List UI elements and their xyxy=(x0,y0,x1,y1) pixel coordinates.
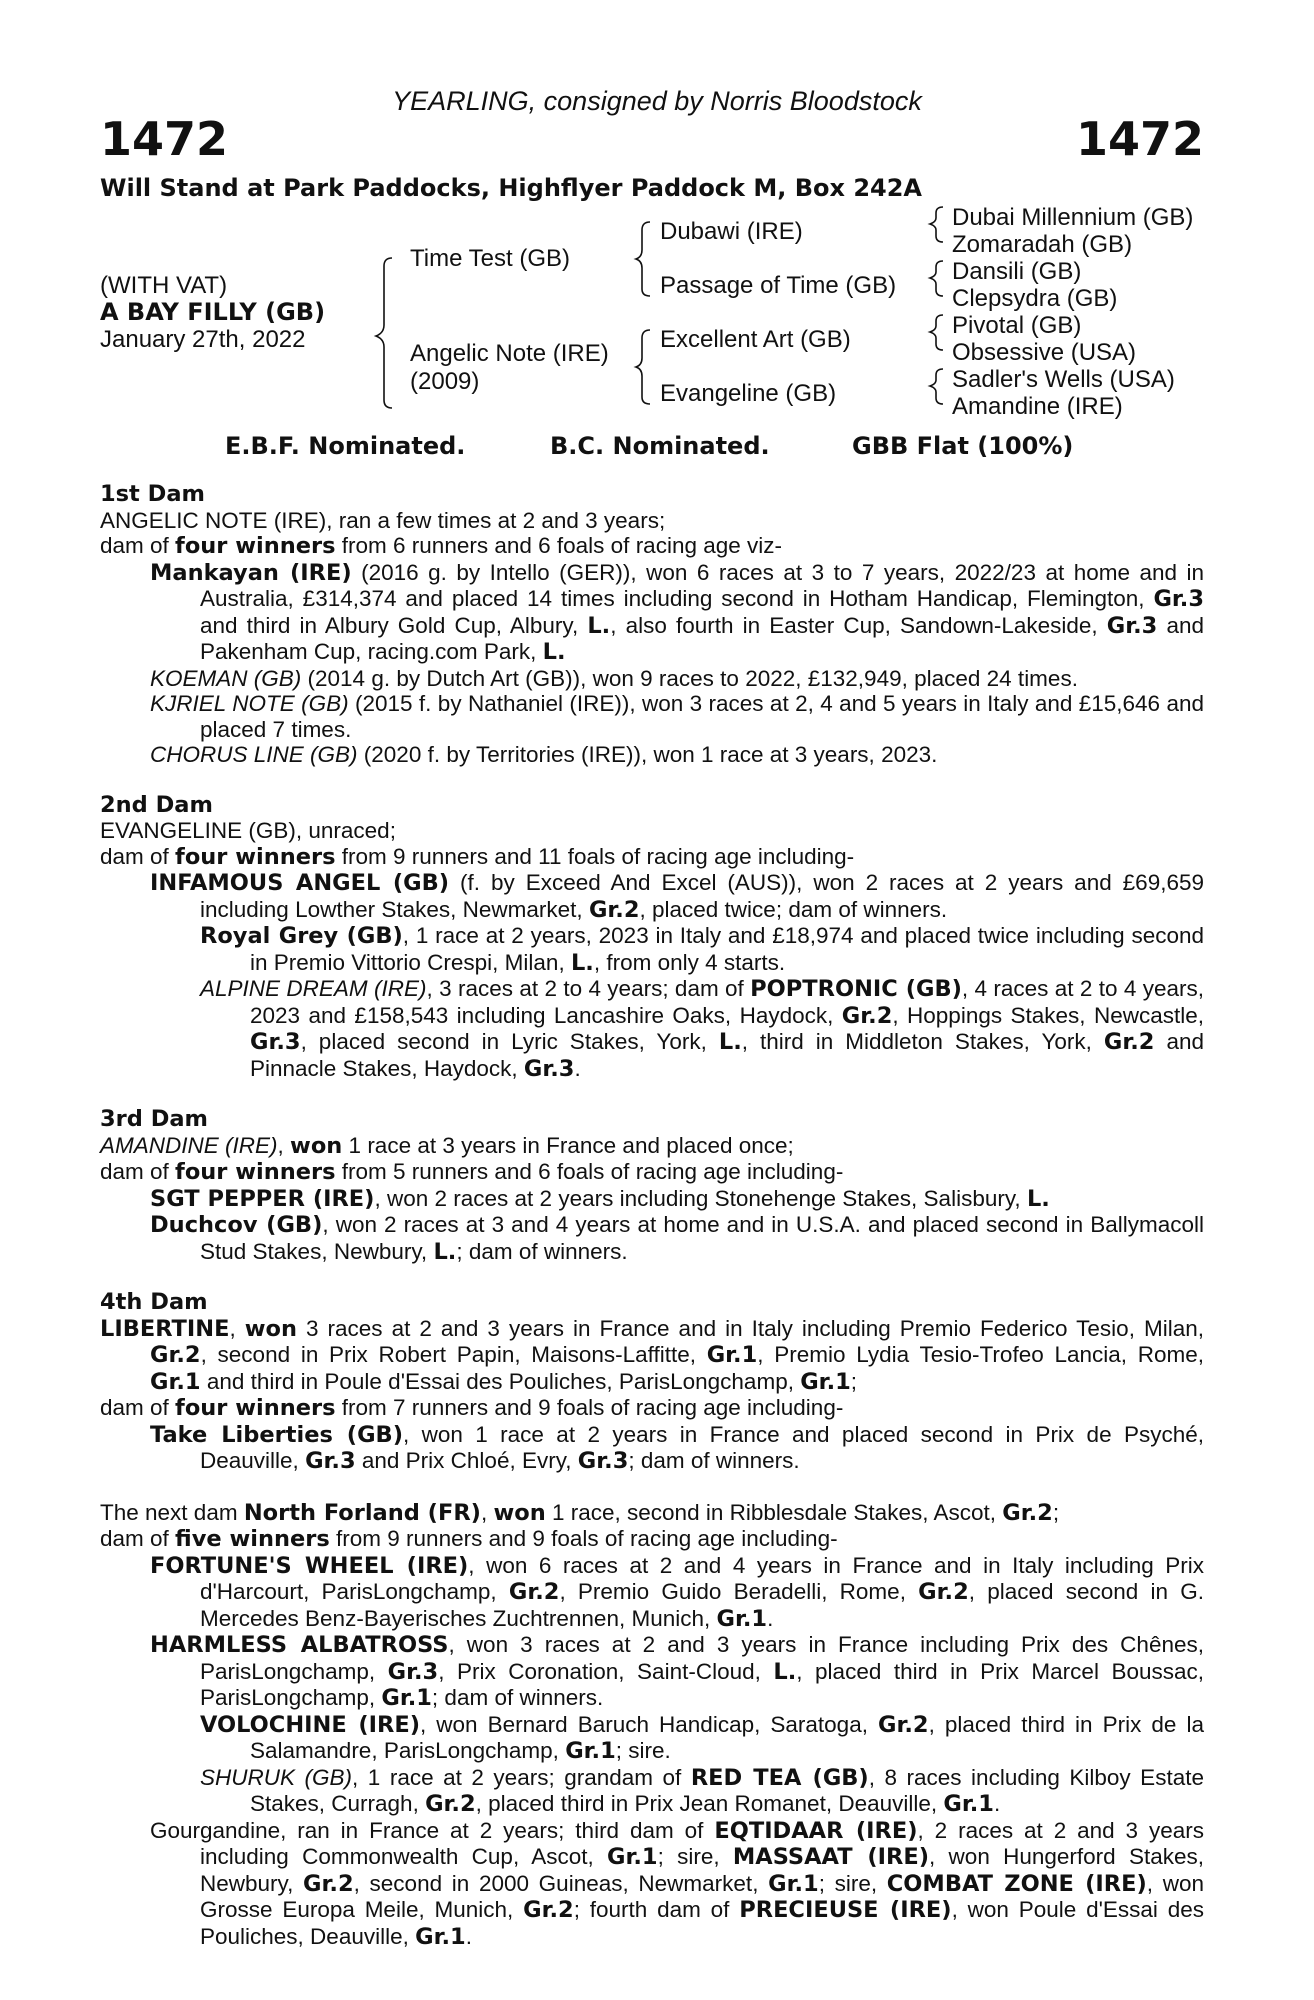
text: ; xyxy=(850,1368,858,1394)
text: ; sire, xyxy=(818,1870,887,1896)
text: , second in Prix Robert Papin, Maisons-Laffitte, xyxy=(200,1342,707,1367)
text: (2015 f. by Nathaniel (IRE)), won 3 races at 2, 4 and 5 years in Italy and £15,646 and placed 7 times. xyxy=(200,691,1204,742)
bracket-main xyxy=(376,258,392,408)
ancestor-g1: Dubai Millennium (GB) xyxy=(952,204,1194,231)
text: ; sire. xyxy=(615,1738,671,1763)
bold-text: Gr.3 xyxy=(577,1448,629,1474)
second-dam-heading: 2nd Dam xyxy=(100,791,213,818)
horse-dob: January 27th, 2022 xyxy=(100,326,306,353)
fourth-dam-heading: 4th Dam xyxy=(100,1289,208,1315)
text: , xyxy=(480,1499,494,1525)
text: and Prix Chloé, Evry, xyxy=(355,1448,578,1473)
bold-text: Gr.3 xyxy=(305,1448,356,1474)
italic-text: KOEMAN (GB) xyxy=(150,665,302,691)
bold-text: L. xyxy=(587,612,611,639)
text: , 2 races at 2 and 3 years including Commonwealth Cup, Ascot, xyxy=(200,1817,1204,1869)
text: , 1 race at 2 years; grandam of xyxy=(352,1764,691,1790)
second-dam-section xyxy=(100,793,1204,1083)
bold-text: Gr.2 xyxy=(1002,1499,1053,1526)
text: (f. by Exceed And Excel (AUS)), won 2 races at 2 years and £69,659 including Lowther Stakes, Newmarket, xyxy=(200,870,1205,922)
bold-text: LIBERTINE xyxy=(100,1315,230,1342)
produce-entry xyxy=(150,1212,1204,1265)
produce-entry xyxy=(150,742,1204,768)
bracket-sire xyxy=(636,222,650,296)
second-dam-produce-summary xyxy=(100,844,1204,871)
bold-text: EQTIDAAR (IRE) xyxy=(714,1817,918,1844)
next-dam-produce-list xyxy=(100,1553,1204,1951)
text: , placed third in Prix de la Salamandre, ParisLongchamp, xyxy=(250,1711,1204,1763)
text: , 8 races including Kilboy Estate Stakes, Curragh, xyxy=(250,1764,1204,1816)
bold-text: Gr.1 xyxy=(943,1791,994,1817)
bold-text: Duchcov (GB) xyxy=(150,1212,323,1238)
pedigree-brackets xyxy=(0,0,1314,440)
produce-entry xyxy=(200,1712,1204,1765)
text: , 3 races at 2 to 4 years; dam of xyxy=(426,976,751,1001)
ancestor-g4: Clepsydra (GB) xyxy=(952,285,1118,312)
text: , won 2 races at 3 and 4 years at home and in U.S.A. and placed second in Ballymacoll Stud Stakes, Newbury, xyxy=(200,1212,1204,1264)
bold-text: Gr.2 xyxy=(588,896,640,923)
bold-text: COMBAT ZONE (IRE) xyxy=(886,1870,1147,1897)
bold-text: L. xyxy=(1026,1185,1050,1212)
second-dam-description: EVANGELINE (GB), unraced; xyxy=(100,818,396,843)
text: , won 6 races at 2 and 4 years in France and in Italy including Prix d'Harcourt, ParisLongchamp, xyxy=(200,1552,1204,1604)
bold-text: PRECIEUSE (IRE) xyxy=(739,1897,952,1923)
bold-text: North Forland (FR) xyxy=(243,1499,481,1526)
bold-text: Gr.3 xyxy=(1106,612,1158,639)
text: (2020 f. by Territories (IRE)), won 1 race at 3 years, 2023. xyxy=(357,742,938,767)
bold-text: Gr.1 xyxy=(706,1342,758,1368)
gbb-flat: GBB Flat (100%) xyxy=(852,432,1074,460)
second-dam-produce-list xyxy=(100,870,1204,1082)
first-dam-heading: 1st Dam xyxy=(100,481,205,507)
bc-nominated: B.C. Nominated. xyxy=(550,432,770,460)
text: 3 races at 2 and 3 years in France and in Italy including Premio Federico Tesio, Milan, xyxy=(297,1315,1204,1341)
produce-entry xyxy=(150,666,1204,692)
text: , second in 2000 Guineas, Newmarket, xyxy=(353,1870,769,1896)
bold-text: SGT PEPPER (IRE) xyxy=(150,1185,375,1212)
text: , from only 4 starts. xyxy=(593,949,786,975)
bold-text: Mankayan (IRE) xyxy=(150,559,352,586)
italic-text: SHURUK (GB) xyxy=(200,1764,353,1790)
bold-text: Gr.2 xyxy=(303,1870,354,1897)
bracket-g34 xyxy=(930,261,943,296)
text: , also fourth in Easter Cup, Sandown-Lakeside, xyxy=(610,612,1107,638)
third-dam-heading: 3rd Dam xyxy=(100,1106,208,1132)
text: from 7 runners and 9 foals of racing age including- xyxy=(335,1395,844,1420)
text: from 9 runners and 9 foals of racing age including- xyxy=(329,1526,838,1551)
produce-entry xyxy=(150,1632,1204,1712)
italic-text: AMANDINE (IRE) xyxy=(100,1132,278,1158)
text: ; dam of winners. xyxy=(456,1238,628,1264)
bold-text: won xyxy=(244,1315,297,1342)
produce-entry xyxy=(150,1818,1204,1951)
bold-text: Gr.1 xyxy=(565,1738,616,1764)
italic-text: CHORUS LINE (GB) xyxy=(150,742,358,767)
third-dam-description xyxy=(100,1133,1204,1160)
text: , won Poule d'Essai des Pouliches, Deauville, xyxy=(200,1897,1204,1949)
text: , won Bernard Baruch Handicap, Saratoga, xyxy=(419,1711,879,1737)
text: ; fourth dam of xyxy=(573,1897,740,1922)
bold-text: VOLOCHINE (IRE) xyxy=(200,1711,420,1738)
bold-text: Gr.1 xyxy=(150,1368,201,1395)
text: (2014 g. by Dutch Art (GB)), won 9 races to 2022, £132,949, placed 24 times. xyxy=(301,665,1078,691)
text: , xyxy=(229,1315,245,1341)
text: and Pakenham Cup, racing.com Park, xyxy=(200,612,1204,664)
first-dam-section xyxy=(100,482,1204,768)
text: , placed second in Lyric Stakes, York, xyxy=(300,1029,719,1054)
italic-text: KJRIEL NOTE (GB) xyxy=(150,691,349,716)
ancestor-g3: Dansili (GB) xyxy=(952,258,1082,285)
bold-text: MASSAAT (IRE) xyxy=(732,1844,930,1870)
bold-text: Gr.1 xyxy=(716,1605,768,1632)
produce-entry xyxy=(150,691,1204,742)
third-dam-produce-summary xyxy=(100,1159,1204,1186)
bold-text: FORTUNE'S WHEEL (IRE) xyxy=(150,1552,469,1579)
bold-text: Gr.2 xyxy=(523,1897,574,1923)
ebf-nominated: E.B.F. Nominated. xyxy=(225,432,466,460)
next-dam-produce-summary xyxy=(100,1526,1204,1553)
text: , won Grosse Europa Meile, Munich, xyxy=(200,1870,1204,1922)
bold-text: won xyxy=(493,1499,546,1526)
produce-entry xyxy=(200,923,1204,976)
text: dam of xyxy=(100,533,176,558)
bold-text: Gr.2 xyxy=(918,1579,969,1605)
dam-name: Angelic Note (IRE) xyxy=(410,340,609,367)
text: Gourgandine, ran in France at 2 years; third dam of xyxy=(150,1817,715,1843)
produce-entry xyxy=(150,1186,1204,1213)
bold-text: Gr.3 xyxy=(250,1029,301,1055)
bold-text: Gr.1 xyxy=(381,1685,432,1711)
fourth-dam-produce-list xyxy=(100,1422,1204,1475)
fourth-dam-description xyxy=(100,1316,1204,1396)
third-dam-produce-list xyxy=(100,1186,1204,1266)
text: , won 2 races at 2 years including Stonehenge Stakes, Salisbury, xyxy=(374,1185,1027,1211)
text: ; xyxy=(1052,1499,1060,1525)
text: . xyxy=(574,1055,581,1081)
bold-text: Gr.1 xyxy=(415,1923,466,1950)
text: . xyxy=(465,1923,472,1949)
bold-text: POPTRONIC (GB) xyxy=(750,976,962,1002)
bold-text: Gr.2 xyxy=(425,1791,476,1817)
next-dam-section xyxy=(100,1500,1204,1951)
bold-text: won xyxy=(290,1132,343,1159)
text: from 6 runners and 6 foals of racing age viz- xyxy=(335,533,783,558)
bracket-dam xyxy=(636,330,650,404)
bold-text: Take Liberties (GB) xyxy=(150,1421,403,1448)
text: from 5 runners and 6 foals of racing age including- xyxy=(335,1159,844,1184)
text: , third in Middleton Stakes, York, xyxy=(741,1029,1104,1054)
bold-text: Gr.3 xyxy=(1153,586,1204,612)
bold-text: Gr.3 xyxy=(387,1658,439,1685)
text: ; dam of winners. xyxy=(431,1685,604,1710)
text: dam of xyxy=(100,1526,176,1551)
bold-text: Gr.3 xyxy=(523,1055,575,1082)
bold-text: Gr.2 xyxy=(1103,1029,1155,1055)
vat-note: (WITH VAT) xyxy=(100,272,228,299)
sire-name: Time Test (GB) xyxy=(410,245,571,272)
bracket-g12 xyxy=(930,207,943,242)
text: and Pinnacle Stakes, Haydock, xyxy=(250,1029,1204,1081)
text: , xyxy=(277,1132,291,1158)
next-dam-description xyxy=(100,1500,1204,1527)
text: . xyxy=(767,1605,774,1631)
third-dam-section xyxy=(100,1107,1204,1265)
bracket-g78 xyxy=(930,369,943,404)
text: , placed second in G. Mercedes Benz-Bayerisches Zuchtrennen, Munich, xyxy=(200,1579,1204,1631)
bold-text: L. xyxy=(433,1238,457,1265)
text: and third in Albury Gold Cup, Albury, xyxy=(200,612,588,638)
text: , Prix Coronation, Saint-Cloud, xyxy=(438,1658,774,1684)
bold-text: INFAMOUS ANGEL (GB) xyxy=(150,870,450,896)
text: , placed third in Prix Jean Romanet, Deauville, xyxy=(475,1791,944,1816)
bold-text: Gr.2 xyxy=(841,1002,893,1029)
bold-text: Royal Grey (GB) xyxy=(200,923,403,949)
text: , placed twice; dam of winners. xyxy=(639,896,948,922)
ancestor-g8: Amandine (IRE) xyxy=(952,393,1123,420)
first-dam-produce-list xyxy=(100,560,1204,768)
first-dam-description: ANGELIC NOTE (IRE), ran a few times at 2 and 3 years; xyxy=(100,507,666,533)
bold-text: L. xyxy=(718,1029,742,1055)
consignment-line: YEARLING, consigned by Norris Bloodstock xyxy=(392,86,922,116)
horse-name: A BAY FILLY (GB) xyxy=(100,298,326,326)
text: , placed third in Prix Marcel Boussac, ParisLongchamp, xyxy=(200,1658,1205,1710)
fourth-dam-produce-summary xyxy=(100,1395,1204,1422)
text: , Premio Guido Beradelli, Rome, xyxy=(559,1579,919,1604)
text: ; sire, xyxy=(657,1844,733,1869)
bold-text: Gr.2 xyxy=(150,1342,201,1368)
text: ; dam of winners. xyxy=(628,1448,800,1473)
text: and third in Poule d'Essai des Pouliches, ParisLongchamp, xyxy=(200,1368,801,1394)
bold-text: L. xyxy=(542,639,566,665)
text: , 1 race at 2 years, 2023 in Italy and £18,974 and placed twice including second in Premio Vittorio Crespi, Milan, xyxy=(250,923,1204,975)
bold-text: L. xyxy=(570,949,594,976)
text: 1 race, second in Ribblesdale Stakes, Ascot, xyxy=(545,1499,1003,1525)
ancestor-g2: Zomaradah (GB) xyxy=(952,231,1133,258)
text: . xyxy=(993,1791,1001,1816)
bold-text: four winners xyxy=(175,1159,336,1185)
fourth-dam-section xyxy=(100,1290,1204,1475)
dam-dam: Evangeline (GB) xyxy=(660,380,837,407)
bold-text: Gr.1 xyxy=(800,1368,851,1395)
ancestor-g7: Sadler's Wells (USA) xyxy=(952,366,1175,393)
text: 1 race at 3 years in France and placed once; xyxy=(342,1132,794,1158)
text: dam of xyxy=(100,1395,176,1420)
bold-text: HARMLESS ALBATROSS xyxy=(150,1632,449,1658)
bold-text: Gr.2 xyxy=(878,1711,929,1738)
produce-entry xyxy=(150,1553,1204,1633)
text: dam of xyxy=(100,1159,176,1184)
ancestor-g5: Pivotal (GB) xyxy=(952,312,1082,339)
bold-text: L. xyxy=(773,1658,797,1685)
sire-sire: Dubawi (IRE) xyxy=(660,218,803,245)
catalogue-body xyxy=(100,482,1204,1975)
produce-entry xyxy=(150,870,1204,923)
sire-dam: Passage of Time (GB) xyxy=(660,272,897,299)
produce-entry xyxy=(150,1422,1204,1475)
stand-location: Will Stand at Park Paddocks, Highflyer Paddock M, Box 242A xyxy=(100,174,922,202)
first-dam-produce-summary xyxy=(100,533,1204,560)
produce-entry xyxy=(200,976,1204,1082)
text: (2016 g. by Intello (GER)), won 6 races at 3 to 7 years, 2022/23 at home and in Australia, £314,374 and placed 14 times including second in Hotham Handicap, Flemington, xyxy=(200,559,1204,611)
lot-number-right: 1472 xyxy=(1075,112,1204,166)
text: , won 3 races at 2 and 3 years in France including Prix des Chênes, ParisLongchamp, xyxy=(200,1632,1204,1684)
bold-text: four winners xyxy=(175,533,336,559)
produce-entry xyxy=(200,1765,1204,1818)
bold-text: four winners xyxy=(175,1395,336,1421)
ancestor-g6: Obsessive (USA) xyxy=(952,339,1137,366)
produce-entry xyxy=(150,560,1204,666)
text: , won 1 race at 2 years in France and placed second in Prix de Psyché, Deauville, xyxy=(200,1421,1204,1473)
dam-year: (2009) xyxy=(410,368,480,395)
bracket-g56 xyxy=(930,315,943,350)
italic-text: ALPINE DREAM (IRE) xyxy=(200,976,427,1001)
bold-text: Gr.1 xyxy=(768,1870,819,1897)
bold-text: RED TEA (GB) xyxy=(690,1764,869,1791)
bold-text: four winners xyxy=(175,843,336,870)
text: dam of xyxy=(100,843,176,869)
text: , won Hungerford Stakes, Newbury, xyxy=(200,1844,1204,1896)
bold-text: Gr.2 xyxy=(508,1579,560,1605)
text: , Hoppings Stakes, Newcastle, xyxy=(892,1002,1204,1028)
dam-sire: Excellent Art (GB) xyxy=(660,326,851,353)
text: , 4 races at 2 to 4 years, 2023 and £158,543 including Lancashire Oaks, Haydock, xyxy=(250,976,1204,1028)
bold-text: Gr.1 xyxy=(607,1844,658,1870)
bold-text: five winners xyxy=(175,1526,330,1552)
lot-number-left: 1472 xyxy=(100,112,229,166)
text: , Premio Lydia Tesio-Trofeo Lancia, Rome, xyxy=(757,1342,1204,1367)
text: The next dam xyxy=(100,1499,244,1525)
text: from 9 runners and 11 foals of racing age including- xyxy=(335,843,855,869)
